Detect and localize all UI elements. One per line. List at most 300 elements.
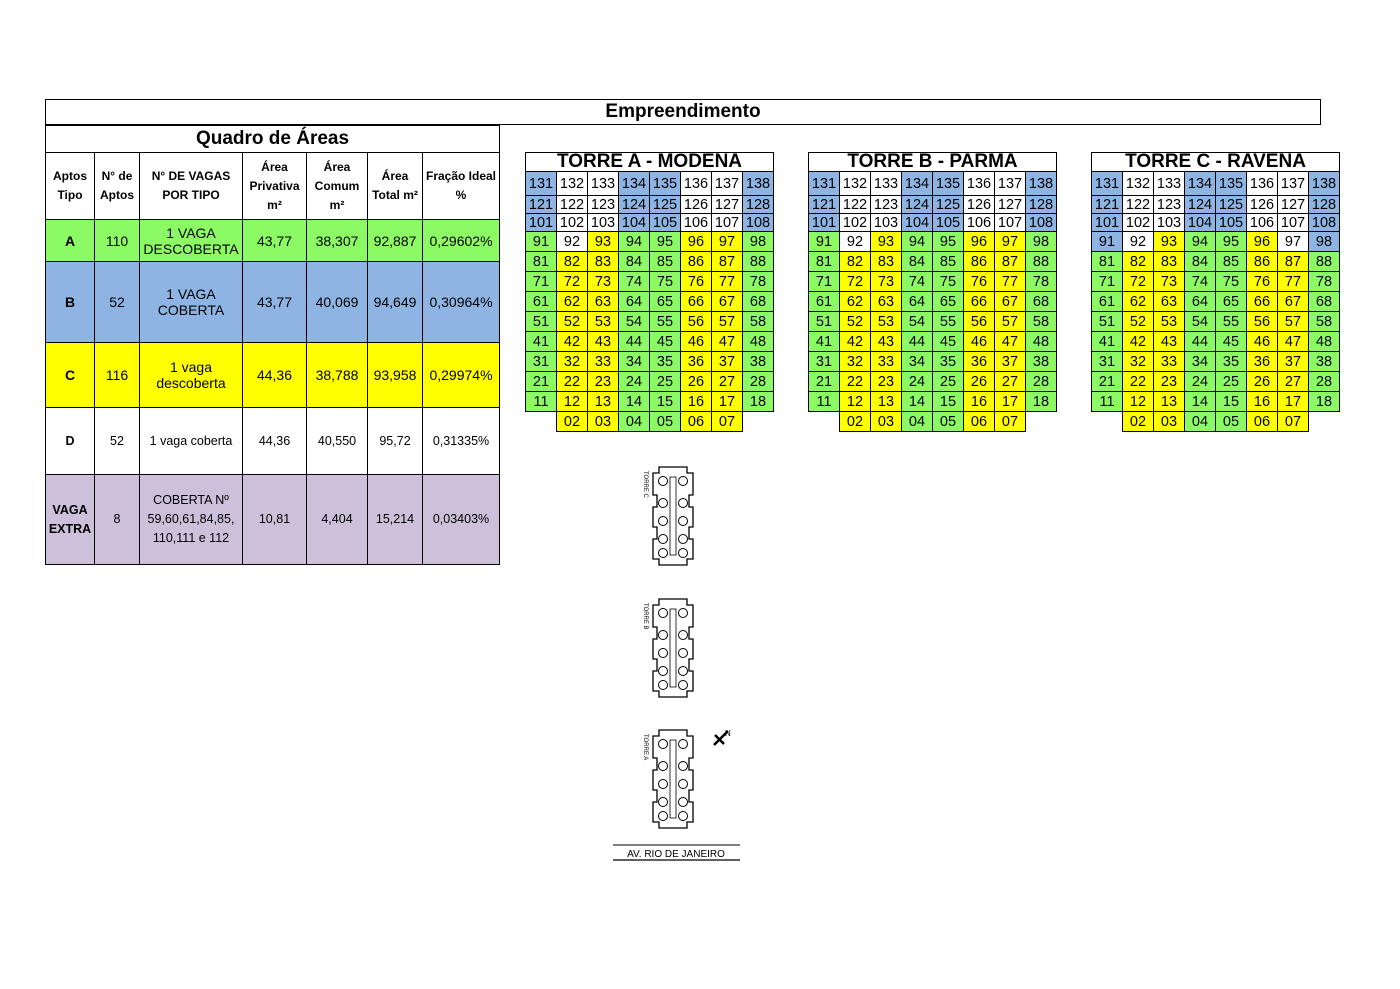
unit-cell: 105 — [933, 214, 964, 232]
unit-cell: 38 — [1309, 352, 1340, 372]
unit-cell: 133 — [871, 172, 902, 196]
unit-cell: 02 — [840, 412, 871, 432]
unit-cell: 86 — [681, 252, 712, 272]
unit-cell: 88 — [743, 252, 774, 272]
cell-tipo: D — [46, 408, 95, 475]
unit-cell: 18 — [1026, 392, 1057, 412]
unit-cell: 78 — [743, 272, 774, 292]
unit-cell: 125 — [933, 196, 964, 214]
unit-cell: 28 — [1026, 372, 1057, 392]
unit-cell: 65 — [650, 292, 681, 312]
unit-cell: 73 — [588, 272, 619, 292]
unit-cell: 136 — [964, 172, 995, 196]
unit-cell: 57 — [712, 312, 743, 332]
unit-cell: 124 — [1185, 196, 1216, 214]
unit-cell: 12 — [1123, 392, 1154, 412]
floor-row — [809, 196, 1057, 214]
cell-tipo: A — [46, 220, 95, 262]
unit-cell: 83 — [1154, 252, 1185, 272]
cell-total: 92,887 — [368, 220, 423, 262]
unit-cell: 41 — [809, 332, 840, 352]
unit-cell: 36 — [1247, 352, 1278, 372]
floor-row — [526, 392, 774, 412]
unit-cell: 67 — [712, 292, 743, 312]
unit-cell: 71 — [1092, 272, 1123, 292]
unit-cell: 18 — [743, 392, 774, 412]
unit-cell: 26 — [681, 372, 712, 392]
building-1 — [653, 467, 693, 565]
unit-cell: 64 — [1185, 292, 1216, 312]
unit-cell: 126 — [1247, 196, 1278, 214]
unit-cell: 78 — [1026, 272, 1057, 292]
unit-cell: 45 — [650, 332, 681, 352]
cell-comum: 4,404 — [307, 475, 368, 565]
unit-cell: 47 — [712, 332, 743, 352]
unit-cell: 97 — [712, 232, 743, 252]
cell-n: 116 — [95, 343, 140, 408]
unit-cell: 88 — [1026, 252, 1057, 272]
unit-cell: 11 — [1092, 392, 1123, 412]
unit-cell: 13 — [588, 392, 619, 412]
unit-cell: 24 — [619, 372, 650, 392]
unit-cell: 72 — [557, 272, 588, 292]
cell-vagas: 1 vaga coberta — [140, 408, 243, 475]
unit-cell: 58 — [1026, 312, 1057, 332]
unit-cell: 98 — [743, 232, 774, 252]
unit-cell: 81 — [1092, 252, 1123, 272]
unit-cell: 45 — [1216, 332, 1247, 352]
unit-cell: 74 — [1185, 272, 1216, 292]
area-row — [46, 343, 500, 408]
unit-cell: 42 — [1123, 332, 1154, 352]
floor-row — [526, 312, 774, 332]
unit-cell: 32 — [1123, 352, 1154, 372]
unit-cell: 102 — [1123, 214, 1154, 232]
empty-cell — [809, 412, 840, 432]
unit-cell: 132 — [557, 172, 588, 196]
floor-row — [809, 214, 1057, 232]
unit-cell: 101 — [526, 214, 557, 232]
area-row — [46, 475, 500, 565]
unit-cell: 48 — [1309, 332, 1340, 352]
unit-cell: 87 — [1278, 252, 1309, 272]
tower-name: TORRE C - RAVENA — [1092, 153, 1340, 172]
cell-comum: 40,550 — [307, 408, 368, 475]
floor-row — [809, 332, 1057, 352]
cell-fracao: 0,31335% — [423, 408, 500, 475]
cell-priv: 43,77 — [243, 220, 307, 262]
floor-row — [809, 312, 1057, 332]
unit-cell: 97 — [1278, 232, 1309, 252]
unit-cell: 92 — [840, 232, 871, 252]
cell-n: 8 — [95, 475, 140, 565]
unit-cell: 68 — [1026, 292, 1057, 312]
empty-cell — [1026, 412, 1057, 432]
unit-cell: 13 — [871, 392, 902, 412]
unit-cell: 52 — [1123, 312, 1154, 332]
floor-row — [526, 252, 774, 272]
unit-cell: 82 — [840, 252, 871, 272]
unit-cell: 25 — [933, 372, 964, 392]
floor-row — [526, 172, 774, 196]
unit-cell: 55 — [650, 312, 681, 332]
unit-cell: 93 — [588, 232, 619, 252]
unit-cell: 16 — [681, 392, 712, 412]
floor-row — [1092, 214, 1340, 232]
empty-cell — [526, 412, 557, 432]
column-header: Aptos Tipo — [46, 153, 95, 220]
unit-cell: 24 — [1185, 372, 1216, 392]
unit-cell: 86 — [1247, 252, 1278, 272]
unit-cell: 02 — [1123, 412, 1154, 432]
unit-cell: 05 — [933, 412, 964, 432]
floor-row — [809, 252, 1057, 272]
unit-cell: 133 — [588, 172, 619, 196]
unit-cell: 17 — [712, 392, 743, 412]
unit-cell: 53 — [588, 312, 619, 332]
cell-total: 95,72 — [368, 408, 423, 475]
unit-cell: 43 — [588, 332, 619, 352]
unit-cell: 51 — [526, 312, 557, 332]
column-header: Fração Ideal % — [423, 153, 500, 220]
unit-cell: 108 — [1026, 214, 1057, 232]
unit-cell: 43 — [871, 332, 902, 352]
unit-cell: 48 — [743, 332, 774, 352]
unit-cell: 22 — [557, 372, 588, 392]
unit-cell: 52 — [557, 312, 588, 332]
unit-cell: 56 — [964, 312, 995, 332]
unit-cell: 105 — [1216, 214, 1247, 232]
unit-cell: 94 — [619, 232, 650, 252]
unit-cell: 104 — [619, 214, 650, 232]
floor-row — [809, 412, 1057, 432]
floor-row — [526, 232, 774, 252]
unit-cell: 38 — [743, 352, 774, 372]
floor-row — [809, 272, 1057, 292]
floor-row — [1092, 412, 1340, 432]
area-row — [46, 262, 500, 343]
unit-cell: 93 — [1154, 232, 1185, 252]
unit-cell: 65 — [1216, 292, 1247, 312]
cell-priv: 10,81 — [243, 475, 307, 565]
unit-cell: 127 — [712, 196, 743, 214]
unit-cell: 137 — [712, 172, 743, 196]
unit-cell: 36 — [681, 352, 712, 372]
unit-cell: 61 — [526, 292, 557, 312]
unit-cell: 18 — [1309, 392, 1340, 412]
cell-n: 52 — [95, 262, 140, 343]
unit-cell: 46 — [681, 332, 712, 352]
cell-priv: 44,36 — [243, 343, 307, 408]
unit-cell: 85 — [650, 252, 681, 272]
unit-cell: 43 — [1154, 332, 1185, 352]
unit-cell: 15 — [933, 392, 964, 412]
unit-cell: 33 — [1154, 352, 1185, 372]
unit-cell: 104 — [1185, 214, 1216, 232]
unit-cell: 84 — [902, 252, 933, 272]
unit-cell: 06 — [1247, 412, 1278, 432]
unit-cell: 63 — [588, 292, 619, 312]
floor-row — [526, 292, 774, 312]
unit-cell: 91 — [1092, 232, 1123, 252]
street-label: AV. RIO DE JANEIRO — [627, 849, 725, 860]
column-header: Área Comum m² — [307, 153, 368, 220]
unit-cell: 27 — [712, 372, 743, 392]
unit-cell: 12 — [557, 392, 588, 412]
unit-cell: 53 — [871, 312, 902, 332]
floor-row — [526, 332, 774, 352]
unit-cell: 101 — [809, 214, 840, 232]
unit-cell: 55 — [1216, 312, 1247, 332]
unit-cell: 44 — [902, 332, 933, 352]
unit-cell: 66 — [681, 292, 712, 312]
unit-cell: 106 — [1247, 214, 1278, 232]
floor-row — [809, 232, 1057, 252]
unit-cell: 123 — [588, 196, 619, 214]
unit-cell: 131 — [1092, 172, 1123, 196]
unit-cell: 28 — [743, 372, 774, 392]
unit-cell: 128 — [1309, 196, 1340, 214]
unit-cell: 27 — [1278, 372, 1309, 392]
unit-cell: 12 — [840, 392, 871, 412]
empty-cell — [1092, 412, 1123, 432]
unit-cell: 22 — [840, 372, 871, 392]
building-2 — [653, 599, 693, 697]
cell-vagas: 1 VAGA DESCOBERTA — [140, 220, 243, 262]
unit-cell: 126 — [964, 196, 995, 214]
floor-row — [1092, 272, 1340, 292]
unit-cell: 134 — [902, 172, 933, 196]
unit-cell: 97 — [995, 232, 1026, 252]
unit-cell: 76 — [1247, 272, 1278, 292]
unit-cell: 23 — [871, 372, 902, 392]
unit-cell: 81 — [526, 252, 557, 272]
unit-cell: 136 — [1247, 172, 1278, 196]
unit-cell: 11 — [526, 392, 557, 412]
unit-cell: 77 — [712, 272, 743, 292]
unit-cell: 91 — [809, 232, 840, 252]
cell-priv: 43,77 — [243, 262, 307, 343]
unit-cell: 85 — [933, 252, 964, 272]
unit-cell: 34 — [619, 352, 650, 372]
unit-cell: 87 — [995, 252, 1026, 272]
unit-cell: 135 — [650, 172, 681, 196]
torre-c-grid — [1091, 152, 1340, 432]
unit-cell: 31 — [526, 352, 557, 372]
unit-cell: 42 — [557, 332, 588, 352]
unit-cell: 68 — [743, 292, 774, 312]
unit-cell: 35 — [1216, 352, 1247, 372]
unit-cell: 127 — [1278, 196, 1309, 214]
unit-cell: 71 — [809, 272, 840, 292]
unit-cell: 06 — [681, 412, 712, 432]
unit-cell: 45 — [933, 332, 964, 352]
unit-cell: 23 — [1154, 372, 1185, 392]
unit-cell: 75 — [933, 272, 964, 292]
unit-cell: 58 — [743, 312, 774, 332]
unit-cell: 23 — [588, 372, 619, 392]
empty-cell — [743, 412, 774, 432]
unit-cell: 37 — [1278, 352, 1309, 372]
unit-cell: 122 — [557, 196, 588, 214]
unit-cell: 107 — [712, 214, 743, 232]
unit-cell: 84 — [1185, 252, 1216, 272]
unit-cell: 126 — [681, 196, 712, 214]
area-row — [46, 408, 500, 475]
unit-cell: 98 — [1026, 232, 1057, 252]
cell-n: 110 — [95, 220, 140, 262]
unit-cell: 83 — [588, 252, 619, 272]
unit-cell: 62 — [557, 292, 588, 312]
unit-cell: 74 — [902, 272, 933, 292]
unit-cell: 44 — [1185, 332, 1216, 352]
unit-cell: 94 — [1185, 232, 1216, 252]
unit-cell: 36 — [964, 352, 995, 372]
unit-cell: 14 — [619, 392, 650, 412]
unit-cell: 65 — [933, 292, 964, 312]
unit-cell: 76 — [964, 272, 995, 292]
unit-cell: 44 — [619, 332, 650, 352]
unit-cell: 85 — [1216, 252, 1247, 272]
site-plan-drawing — [605, 462, 765, 867]
unit-cell: 128 — [1026, 196, 1057, 214]
unit-cell: 02 — [557, 412, 588, 432]
floor-row — [809, 372, 1057, 392]
unit-cell: 138 — [1026, 172, 1057, 196]
unit-cell: 14 — [902, 392, 933, 412]
unit-cell: 05 — [650, 412, 681, 432]
unit-cell: 93 — [871, 232, 902, 252]
north-label: N — [725, 729, 731, 738]
unit-cell: 31 — [809, 352, 840, 372]
floor-row — [1092, 232, 1340, 252]
unit-cell: 58 — [1309, 312, 1340, 332]
tower-name: TORRE B - PARMA — [809, 153, 1057, 172]
unit-cell: 03 — [871, 412, 902, 432]
unit-cell: 56 — [1247, 312, 1278, 332]
column-header: N° de Aptos — [95, 153, 140, 220]
unit-cell: 67 — [1278, 292, 1309, 312]
unit-cell: 124 — [902, 196, 933, 214]
area-row — [46, 220, 500, 262]
unit-cell: 104 — [902, 214, 933, 232]
unit-cell: 125 — [650, 196, 681, 214]
unit-cell: 51 — [809, 312, 840, 332]
unit-cell: 31 — [1092, 352, 1123, 372]
floor-row — [809, 352, 1057, 372]
floor-row — [1092, 372, 1340, 392]
unit-cell: 92 — [557, 232, 588, 252]
cell-fracao: 0,29974% — [423, 343, 500, 408]
quadro-title: Quadro de Áreas — [46, 126, 500, 153]
unit-cell: 03 — [1154, 412, 1185, 432]
floor-row — [526, 412, 774, 432]
unit-cell: 04 — [902, 412, 933, 432]
unit-cell: 54 — [1185, 312, 1216, 332]
cell-tipo: C — [46, 343, 95, 408]
unit-cell: 138 — [1309, 172, 1340, 196]
building-3 — [653, 730, 693, 828]
unit-cell: 37 — [712, 352, 743, 372]
tower-label: TORRE B — [642, 603, 648, 630]
unit-cell: 42 — [840, 332, 871, 352]
unit-cell: 25 — [1216, 372, 1247, 392]
unit-cell: 66 — [1247, 292, 1278, 312]
floor-row — [809, 292, 1057, 312]
unit-cell: 82 — [557, 252, 588, 272]
cell-tipo: B — [46, 262, 95, 343]
unit-cell: 121 — [1092, 196, 1123, 214]
unit-cell: 128 — [743, 196, 774, 214]
floor-row — [1092, 252, 1340, 272]
unit-cell: 22 — [1123, 372, 1154, 392]
unit-cell: 91 — [526, 232, 557, 252]
unit-cell: 62 — [840, 292, 871, 312]
unit-cell: 134 — [1185, 172, 1216, 196]
unit-cell: 21 — [526, 372, 557, 392]
unit-cell: 32 — [557, 352, 588, 372]
unit-cell: 77 — [995, 272, 1026, 292]
unit-cell: 27 — [995, 372, 1026, 392]
unit-cell: 135 — [933, 172, 964, 196]
unit-cell: 96 — [681, 232, 712, 252]
unit-cell: 84 — [619, 252, 650, 272]
unit-cell: 132 — [840, 172, 871, 196]
unit-cell: 15 — [1216, 392, 1247, 412]
unit-cell: 66 — [964, 292, 995, 312]
cell-vagas: COBERTA Nº 59,60,61,84,85, 110,111 e 112 — [140, 475, 243, 565]
unit-cell: 136 — [681, 172, 712, 196]
unit-cell: 46 — [964, 332, 995, 352]
cell-fracao: 0,03403% — [423, 475, 500, 565]
unit-cell: 35 — [650, 352, 681, 372]
unit-cell: 63 — [871, 292, 902, 312]
unit-cell: 76 — [681, 272, 712, 292]
unit-cell: 102 — [840, 214, 871, 232]
cell-total: 15,214 — [368, 475, 423, 565]
unit-cell: 15 — [650, 392, 681, 412]
unit-cell: 62 — [1123, 292, 1154, 312]
unit-cell: 81 — [809, 252, 840, 272]
unit-cell: 64 — [619, 292, 650, 312]
unit-cell: 17 — [1278, 392, 1309, 412]
cell-total: 94,649 — [368, 262, 423, 343]
unit-cell: 122 — [1123, 196, 1154, 214]
unit-cell: 87 — [712, 252, 743, 272]
unit-cell: 38 — [1026, 352, 1057, 372]
unit-cell: 03 — [588, 412, 619, 432]
floor-row — [526, 372, 774, 392]
unit-cell: 47 — [995, 332, 1026, 352]
unit-cell: 95 — [1216, 232, 1247, 252]
unit-cell: 123 — [1154, 196, 1185, 214]
unit-cell: 06 — [964, 412, 995, 432]
unit-cell: 121 — [809, 196, 840, 214]
floor-row — [1092, 292, 1340, 312]
unit-cell: 73 — [1154, 272, 1185, 292]
cell-comum: 38,307 — [307, 220, 368, 262]
column-header: Área Total m² — [368, 153, 423, 220]
tower-label: TORRE A — [642, 734, 648, 761]
unit-cell: 102 — [557, 214, 588, 232]
unit-cell: 54 — [619, 312, 650, 332]
floor-row — [1092, 392, 1340, 412]
tower-label: TORRE C — [642, 471, 648, 498]
unit-cell: 46 — [1247, 332, 1278, 352]
unit-cell: 108 — [1309, 214, 1340, 232]
north-arrow-icon — [714, 729, 731, 745]
unit-cell: 05 — [1216, 412, 1247, 432]
